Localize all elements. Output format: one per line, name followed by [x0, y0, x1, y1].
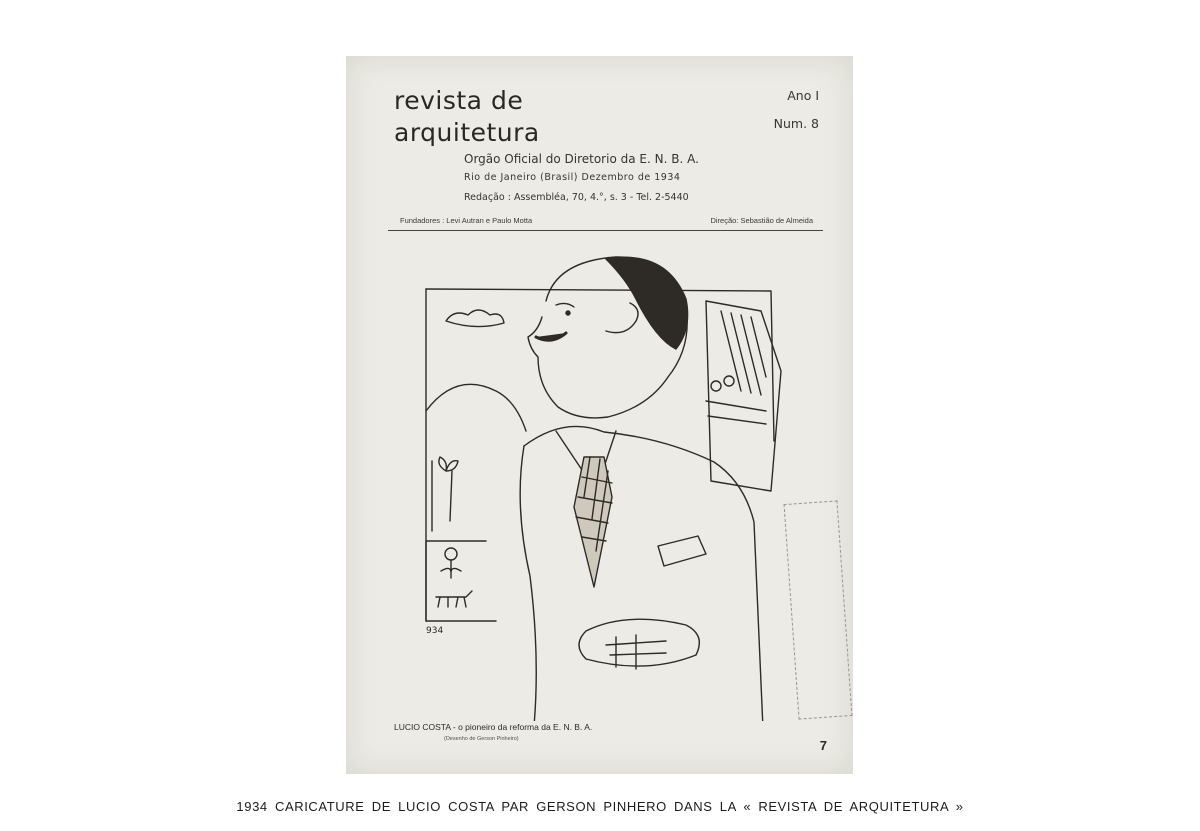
- founders-line: Fundadores : Levi Autran e Paulo Motta: [400, 216, 533, 225]
- figure-caption: 1934 CARICATURE DE LUCIO COSTA PAR GERSON PINHERO DANS LA « REVISTA DE ARQUITETURA »: [236, 799, 964, 814]
- animal-sketch: [436, 591, 472, 607]
- magazine-page: [346, 56, 853, 774]
- direction-line: Direção: Sebastião de Almeida: [710, 216, 813, 225]
- issue-number: Num. 8: [773, 116, 819, 131]
- magazine-subtitle: Orgão Oficial do Diretorio da E. N. B. A.: [464, 152, 699, 166]
- masthead-divider: [388, 230, 823, 231]
- palm-tree-sketch: [439, 457, 458, 471]
- magazine-title-line1: revista de: [394, 86, 524, 115]
- issue-year: Ano I: [787, 88, 819, 103]
- flower-sketch: [445, 548, 457, 560]
- pocket-square: [658, 536, 706, 566]
- place-date: Rio de Janeiro (Brasil) Dezembro de 1934: [464, 172, 681, 183]
- illustration-caption: LUCIO COSTA - o pioneiro da reforma da E. N. B. A.: [394, 722, 593, 732]
- building-shape: [706, 301, 781, 491]
- ear: [606, 303, 638, 333]
- cloud-shape: [446, 310, 504, 327]
- hair: [606, 257, 688, 349]
- jacket-outline: [524, 426, 764, 721]
- magazine-title-line2: arquitetura: [394, 118, 540, 147]
- caricature-illustration: [406, 241, 806, 721]
- illustration-credit: (Desenho de Gerson Pinheiro): [444, 736, 519, 742]
- page-number: 7: [819, 738, 827, 753]
- editorial-address: Redação : Assembléa, 70, 4.°, s. 3 - Tel. 2-5440: [464, 192, 689, 203]
- moustache: [536, 333, 566, 340]
- sketch-date: 934: [426, 626, 444, 636]
